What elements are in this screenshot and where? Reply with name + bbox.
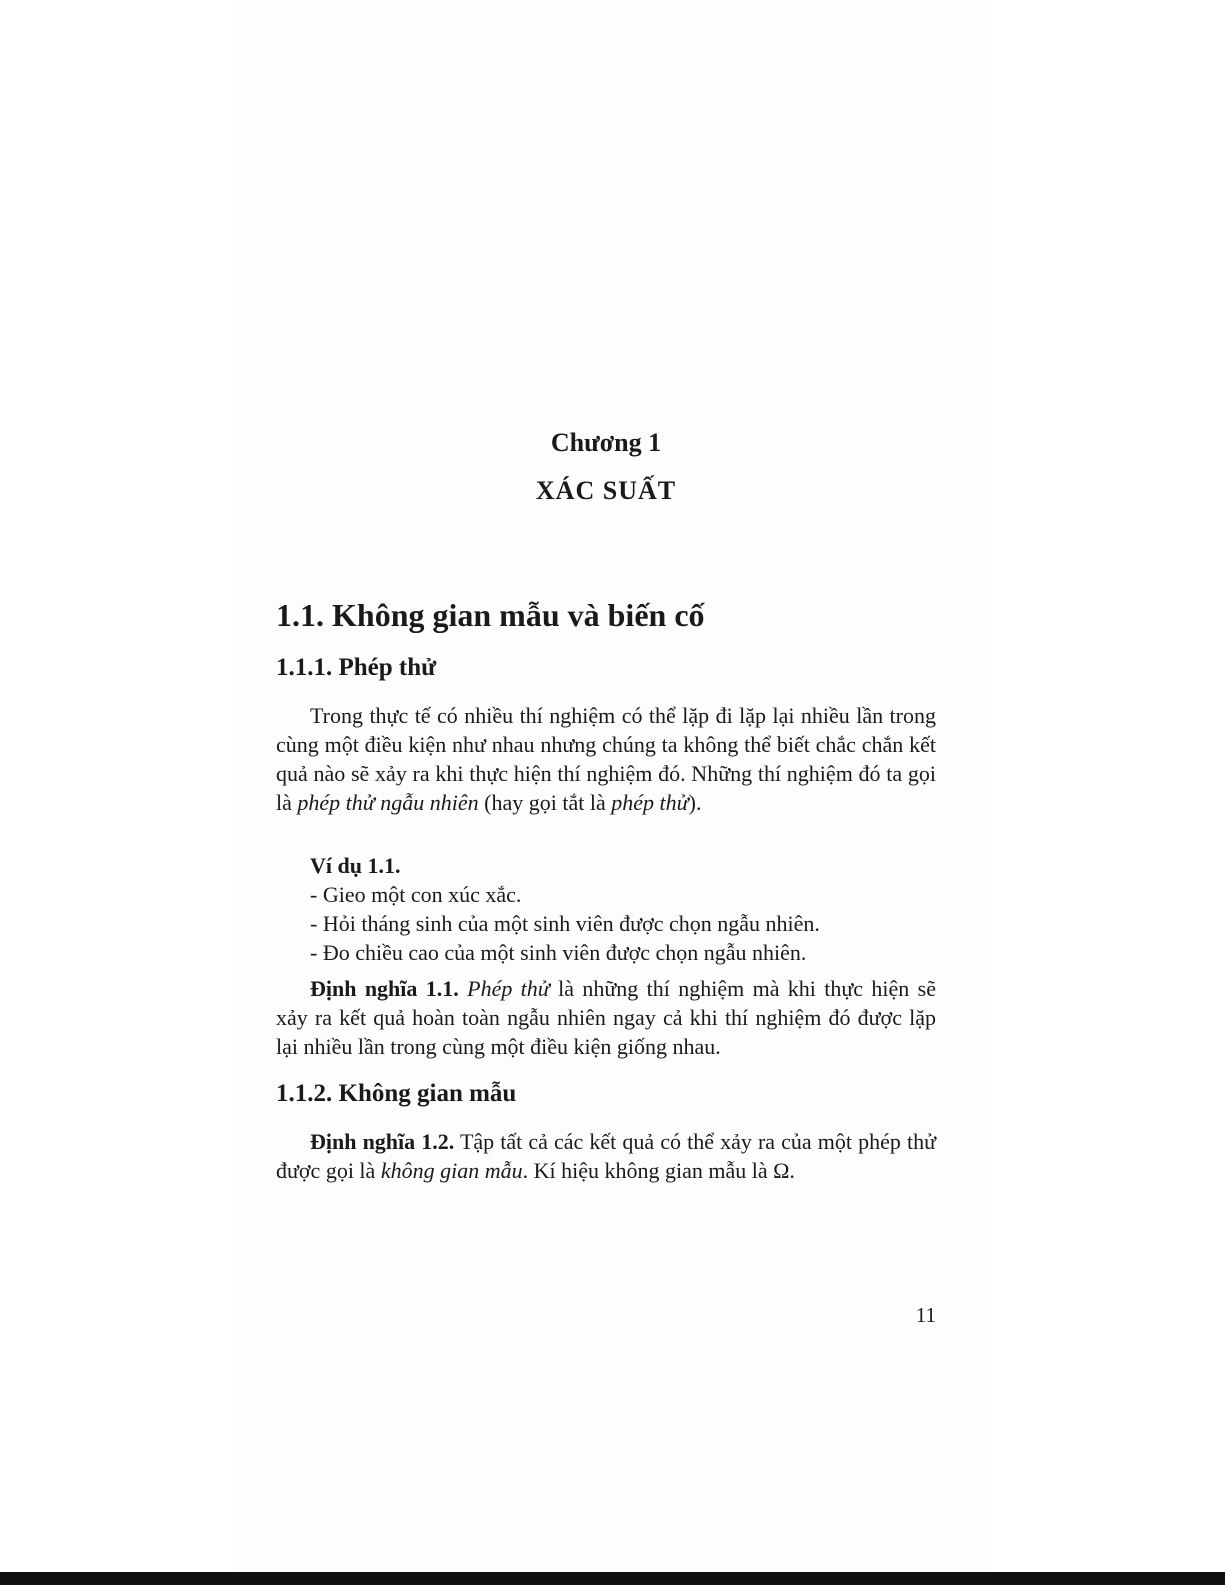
chapter-title: XÁC SUẤT xyxy=(535,476,677,505)
example-item: - Hỏi tháng sinh của một sinh viên được chọn ngẫu nhiên. xyxy=(310,911,820,936)
example-item: - Đo chiều cao của một sinh viên được chọn ngẫu nhiên. xyxy=(310,940,807,965)
term-italic: phép thử xyxy=(611,790,689,815)
example-item: - Gieo một con xúc xắc. xyxy=(310,882,522,907)
definition-label: Định nghĩa 1.2. xyxy=(310,1129,455,1154)
paragraph-text: (hay gọi tắt là xyxy=(478,790,612,815)
page-number: 11 xyxy=(915,1303,936,1327)
example-heading: Ví dụ 1.1. xyxy=(310,853,401,878)
section-title: 1.1. Không gian mẫu và biến cố xyxy=(276,597,705,633)
definition-label: Định nghĩa 1.1. xyxy=(310,976,459,1001)
paragraph-text: ). xyxy=(688,790,702,815)
definition-1-1 xyxy=(276,974,936,1061)
definition-text: . Kí hiệu không gian mẫu là Ω. xyxy=(522,1158,795,1183)
paragraph-text: Trong thực tế có nhiều thí nghiệm có thể lặp đi lặp lại nhiều lần trong cùng một điều kiện như nhau nhưng chúng ta không thể biết chắc chắn kết quả nào sẽ xảy ra khi thực hiện thí nghiệm đó. Những thí nghiệm đó ta gọi là xyxy=(276,703,936,815)
subsection-title-phep-thu: 1.1.1. Phép thử xyxy=(276,654,437,681)
definition-1-2 xyxy=(276,1127,936,1185)
subsection-title-khong-gian-mau: 1.1.2. Không gian mẫu xyxy=(276,1080,517,1107)
paragraph-phep-thu xyxy=(276,701,936,817)
bottom-border-bar xyxy=(0,1572,1225,1585)
term-italic: Phép thử xyxy=(467,976,550,1001)
term-italic: phép thử ngẫu nhiên xyxy=(297,790,479,815)
example-block xyxy=(310,851,936,967)
chapter-label: Chương 1 xyxy=(550,428,662,457)
definition-text: là những thí nghiệm mà khi thực hiện sẽ xảy ra kết quả hoàn toàn ngẫu nhiên ngay cả khi thí nghiệm đó được lặp lại nhiều lần trong cùng một điều kiện giống nhau. xyxy=(276,976,936,1059)
definition-text: Tập tất cả các kết quả có thể xảy ra của một phép thử được gọi là xyxy=(276,1129,936,1183)
term-italic: không gian mẫu xyxy=(380,1158,523,1183)
